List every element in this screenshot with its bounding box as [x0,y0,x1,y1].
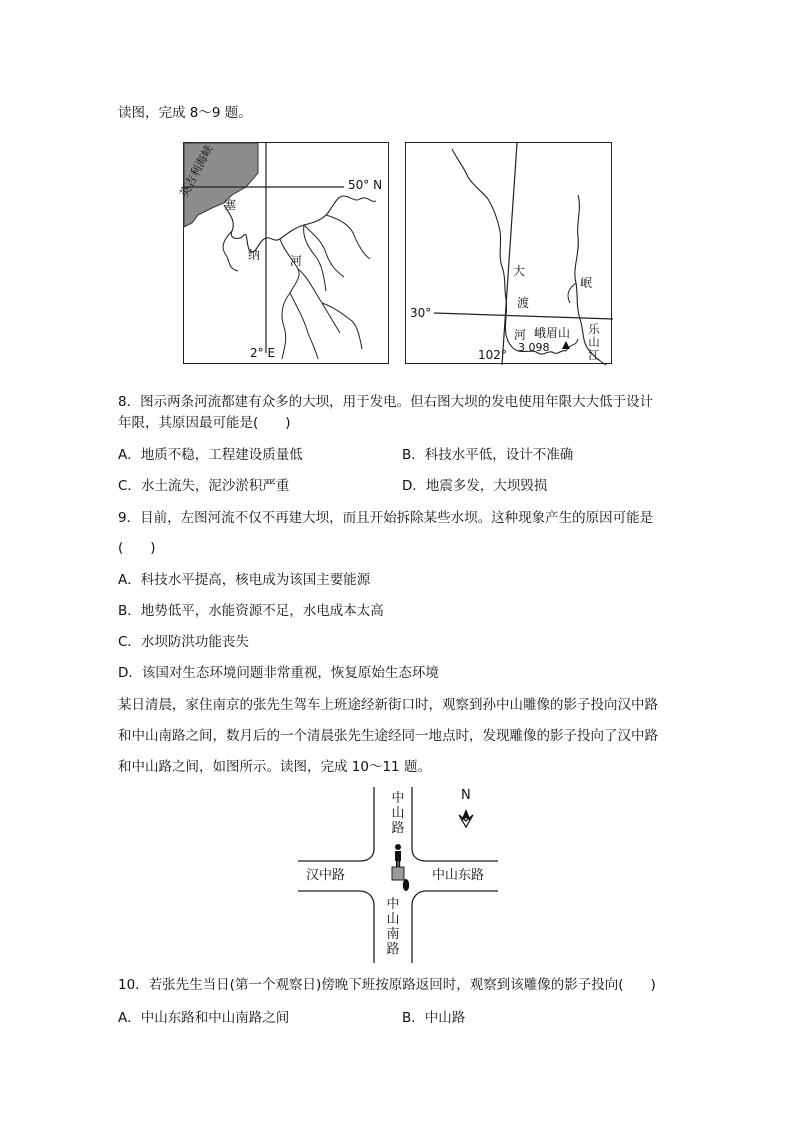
seine-char-1: 塞 [224,198,237,212]
q9-option-b: B．地势低平，水能资源不足，水电成本太高 [118,603,384,619]
dadu-char-3: 河 [514,328,527,342]
road-label-zhongshan: 中山路 [391,791,405,836]
q10-option-b: B．中山路 [402,1010,466,1026]
q10-option-a: A．中山东路和中山南路之间 [118,1010,290,1026]
q9-option-a: A．科技水平提高，核电成为该国主要能源 [118,572,371,588]
q9-stem-line2: ( ) [118,540,156,556]
right-map [405,142,612,364]
left-map-drawing [184,143,390,365]
lon-102-label: 102° [478,348,507,362]
q9-option-c: C．水坝防洪功能丧失 [118,634,249,650]
left-map [176,142,389,364]
q8-option-b: B．科技水平低，设计不准确 [402,447,574,463]
crossroad-diagram [298,787,498,963]
dadu-char-2: 渡 [517,296,530,310]
emei-label: 峨眉山 [534,326,571,340]
q8-stem-line2: 年限，其原因最可能是( ) [118,415,291,431]
north-arrow-label: N [461,788,471,803]
intro-10-11-line2: 和中山南路之间，数月后的一个清晨张先生途经同一地点时，发现雕像的影子投向了汉中路 [118,728,658,744]
q8-option-c: C．水土流失，泥沙淤积严重 [118,478,290,494]
q10-stem: 10．若张先生当日(第一个观察日)傍晚下班按原路返回时，观察到该雕像的影子投向( ) [118,977,656,993]
intro-10-11-line3: 和中山路之间，如图所示。读图，完成 10～11 题。 [118,759,431,775]
strait-label: 英吉利海峡 [176,142,216,200]
intro-text-8-9: 读图，完成 8～9 题。 [118,105,252,121]
q9-option-d: D．该国对生态环境问题非常重视，恢复原始生态环境 [118,665,439,681]
right-map-drawing [406,143,613,365]
intro-10-11-line1: 某日清晨，家住南京的张先生驾车上班途经新街口时，观察到孙中山雕像的影子投向汉中路 [118,697,658,713]
min-char: 岷 [580,276,593,290]
lat-50n-label: 50° N [348,178,383,192]
road-label-zhongshan-east: 中山东路 [432,868,485,883]
lat-30-label: 30° [410,306,432,320]
q8-stem-line1: 8．图示两条河流都建有众多的大坝，用于发电。但右图大坝的发电使用年限大大低于设计 [118,394,654,410]
q8-option-d: D．地震多发，大坝毁损 [402,478,548,494]
q9-stem-line1: 9．目前，左图河流不仅不再建大坝，而且开始拆除某些水坝。这种现象产生的原因可能是 [118,510,654,526]
leshan-label: 乐山江 [588,322,600,362]
seine-char-3: 河 [290,254,303,268]
q8-option-a: A．地质不稳，工程建设质量低 [118,447,303,463]
seine-char-2: 纳 [248,248,261,262]
dadu-char-1: 大 [513,264,526,278]
road-label-hanzhong: 汉中路 [306,868,346,883]
road-label-zhongshan-south: 中山南路 [386,897,400,957]
lon-2e-label: 2° E [250,346,276,360]
emei-elevation: 3 098 [518,341,550,354]
